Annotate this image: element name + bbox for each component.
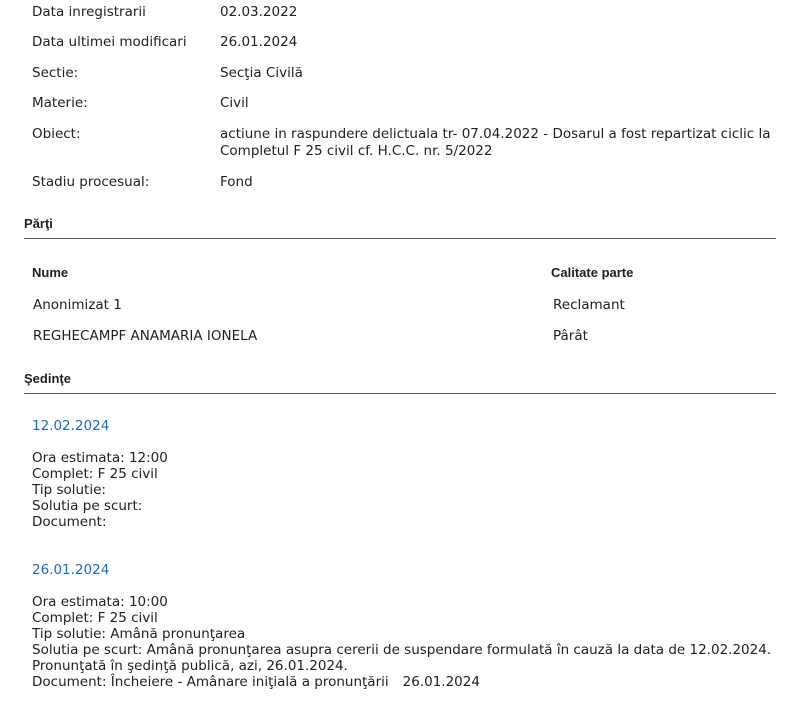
detail-label: Sectie: — [32, 65, 79, 81]
parti-section-header — [24, 216, 776, 231]
party-name: REGHECAMPF ANAMARIA IONELA — [33, 328, 258, 344]
detail-value: Fond — [220, 174, 253, 190]
session-block — [32, 418, 772, 530]
session-block — [32, 562, 772, 690]
session-complet: Complet: F 25 civil — [32, 466, 158, 482]
detail-value: Civil — [220, 95, 249, 111]
session-ora-estimata: Ora estimata: 12:00 — [32, 450, 168, 466]
detail-label: Data inregistrarii — [32, 4, 146, 20]
detail-value: 26.01.2024 — [220, 34, 298, 50]
session-fields — [32, 594, 772, 690]
session-ora-estimata: Ora estimata: 10:00 — [32, 594, 168, 610]
parti-title: Părţi — [24, 216, 53, 231]
session-document-date: 26.01.2024 — [402, 674, 480, 690]
session-document — [32, 674, 772, 690]
detail-label: Stadiu procesual: — [32, 174, 150, 190]
party-name: Anonimizat 1 — [33, 297, 122, 313]
detail-value: Secţia Civilă — [220, 65, 303, 81]
session-document — [32, 514, 772, 530]
section-divider — [24, 393, 776, 394]
detail-label: Obiect: — [32, 126, 81, 142]
sedinte-section-header — [24, 371, 776, 386]
column-header-calitate-parte: Calitate parte — [551, 265, 634, 280]
detail-label: Data ultimei modificari — [32, 34, 187, 50]
session-document-label: Document: — [32, 514, 107, 530]
detail-value: actiune in raspundere delictuala tr- 07.04.2022 - Dosarul a fost repartizat ciclic la Completul F 25 civil cf. H.C.C. nr. 5/2022 — [220, 126, 771, 159]
session-solutia-pe-scurt: Solutia pe scurt: — [32, 498, 143, 514]
column-header-nume: Nume — [32, 265, 69, 280]
session-solutia-pe-scurt: Solutia pe scurt: Amână pronunţarea asupra cererii de suspendare formulată în cauză la data de 12.02.2024. Pronunţată în şedinţă publică, azi, 26.01.2024. — [32, 642, 772, 674]
section-divider — [24, 238, 776, 239]
party-role: Pârât — [553, 328, 588, 344]
party-role: Reclamant — [553, 297, 625, 313]
session-fields — [32, 450, 772, 530]
sedinte-title: Şedinţe — [24, 371, 71, 386]
session-complet: Complet: F 25 civil — [32, 610, 158, 626]
session-date: 12.02.2024 — [32, 418, 110, 434]
session-tip-solutie: Tip solutie: Amână pronunţarea — [32, 626, 246, 642]
detail-value: 02.03.2022 — [220, 4, 298, 20]
session-document-label: Document: Încheiere - Amânare iniţială a pronunţării — [32, 674, 389, 690]
detail-label: Materie: — [32, 95, 88, 111]
session-date: 26.01.2024 — [32, 562, 110, 578]
session-tip-solutie: Tip solutie: — [32, 482, 106, 498]
